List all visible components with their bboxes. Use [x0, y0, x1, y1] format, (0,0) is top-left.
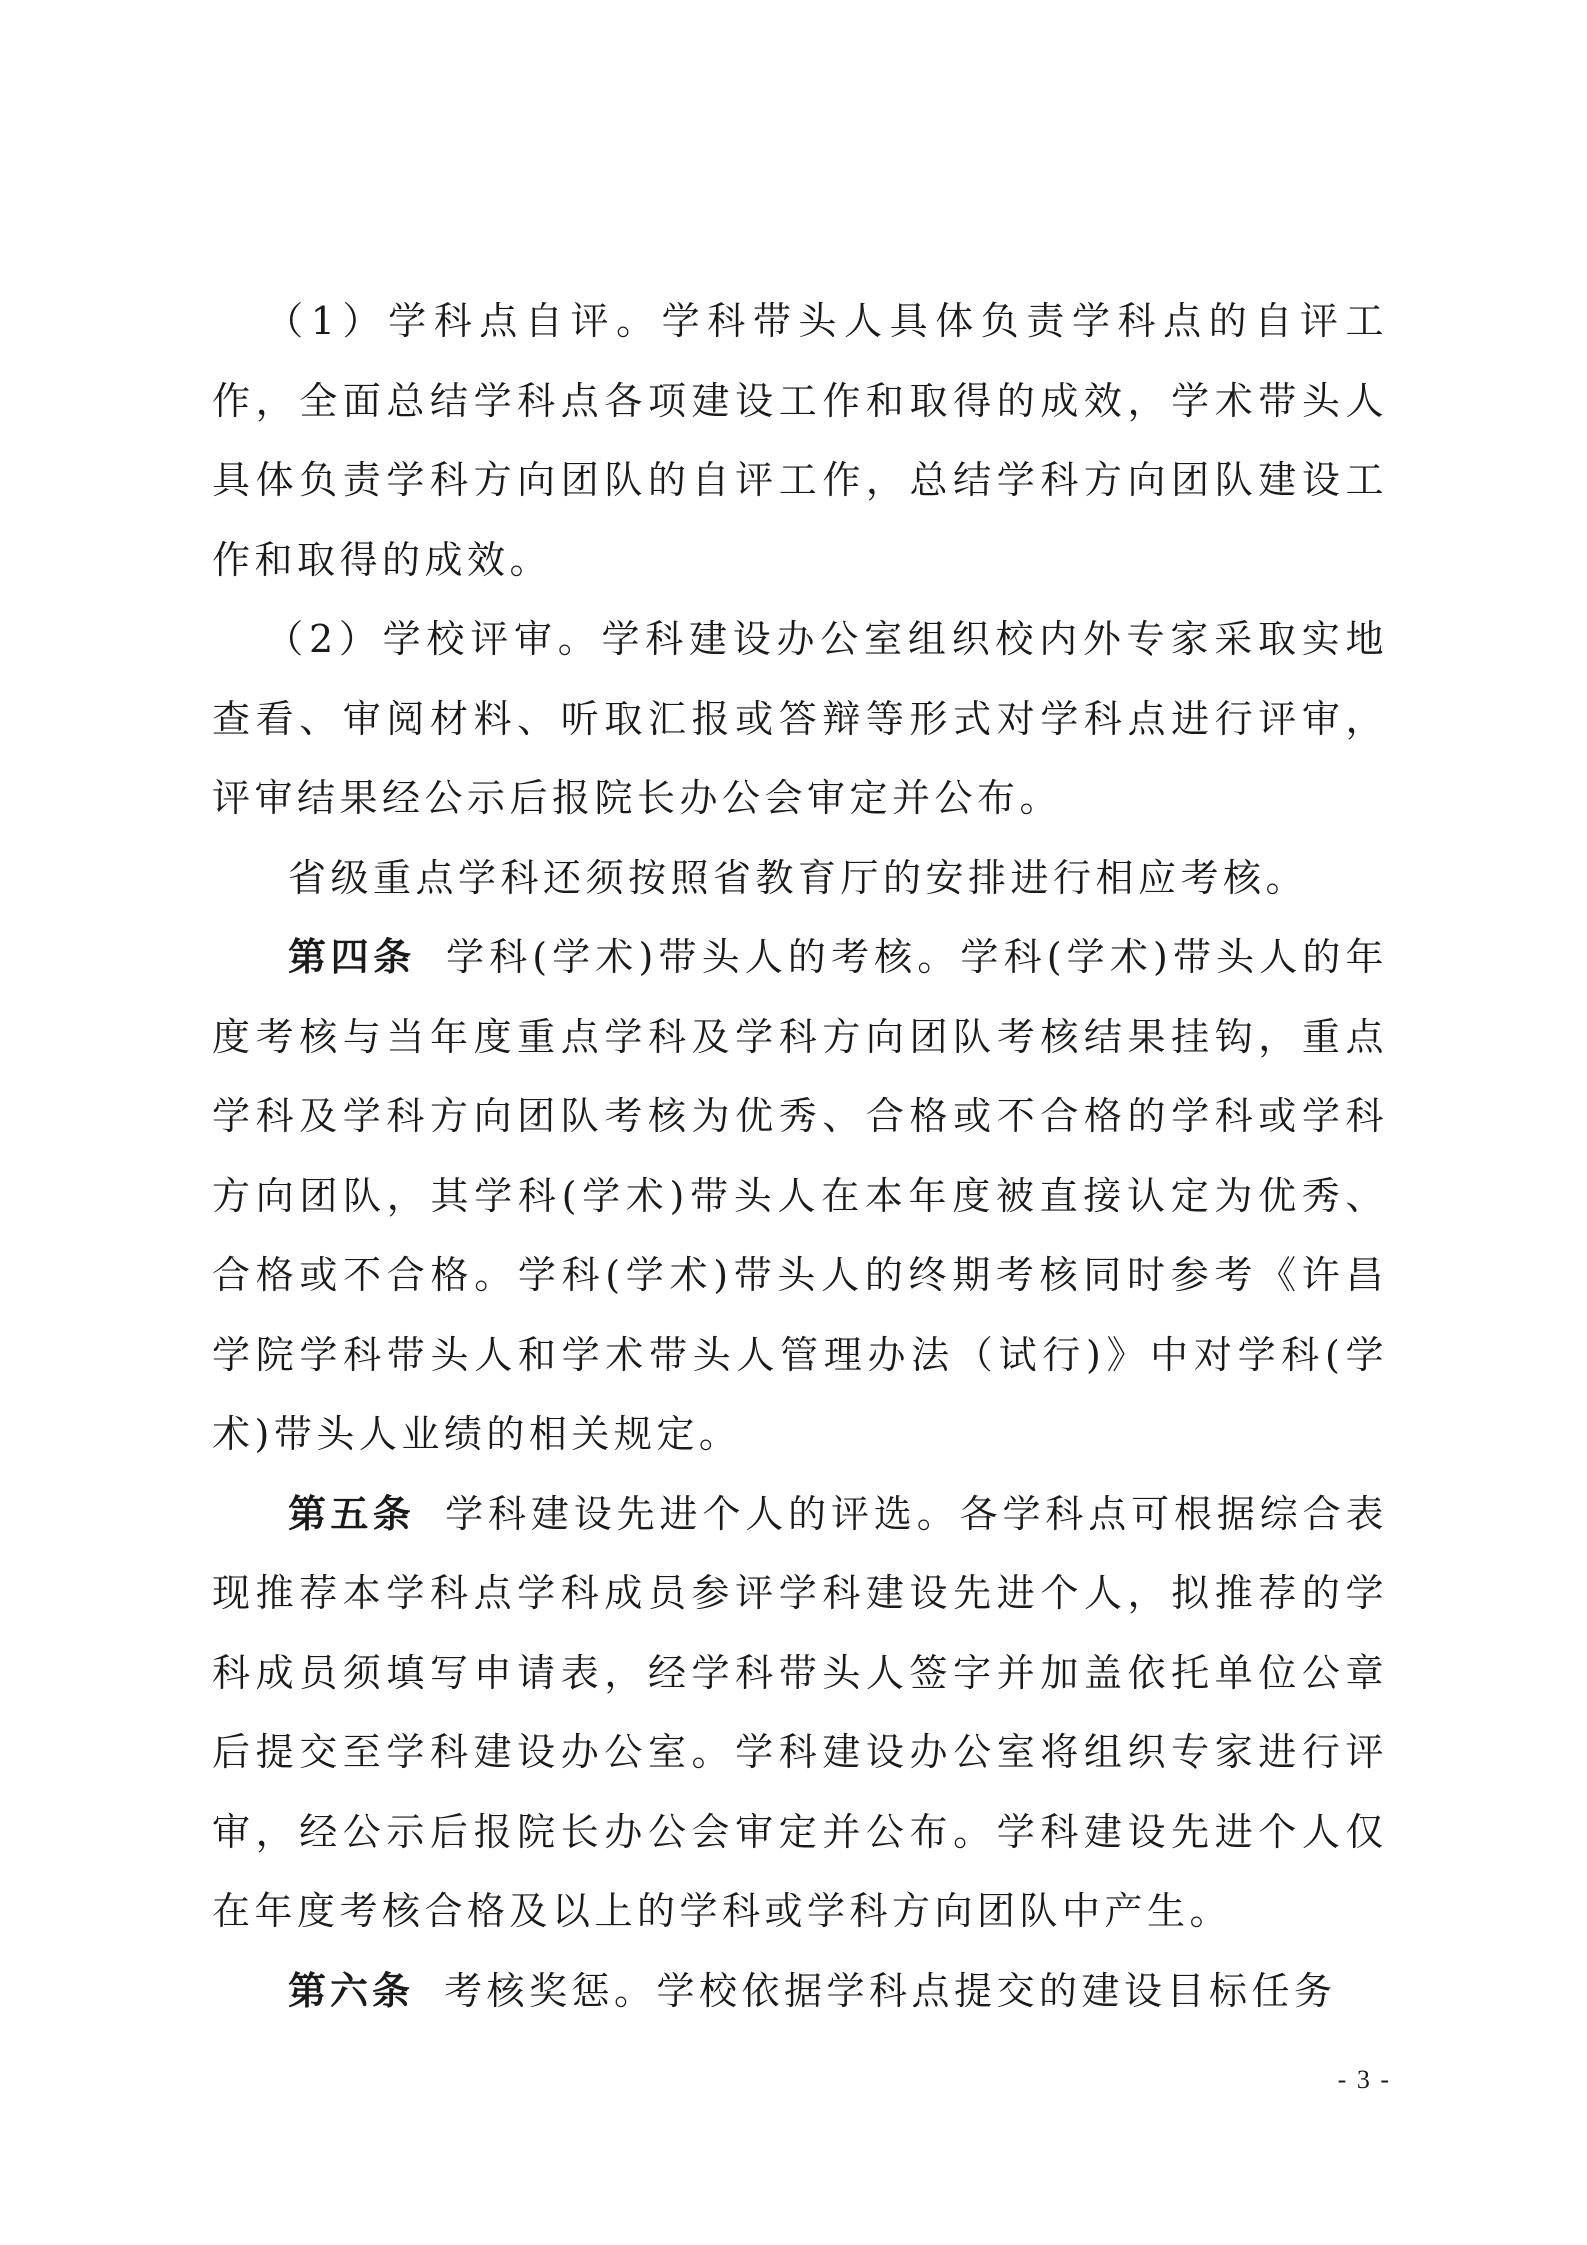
article-label: 第五条 — [288, 1491, 416, 1536]
paragraph-text: 省级重点学科还须按照省教育厅的安排进行相应考核。 — [288, 855, 1309, 900]
paragraph-school-review — [212, 600, 1388, 839]
paragraph-text: （1）学科点自评。学科带头人具体负责学科点的自评工作，全面总结学科点各项建设工作和取得的成效，学术带头人具体负责学科方向团队的自评工作，总结学科方向团队建设工作和取得的成效。 — [212, 299, 1388, 582]
article-label: 第六条 — [288, 1968, 415, 2013]
paragraph-self-evaluation — [212, 282, 1388, 600]
paragraph-text: 学科建设先进个人的评选。各学科点可根据综合表现推荐本学科点学科成员参评学科建设先进个人，拟推荐的学科成员须填写申请表，经学科带头人签字并加盖依托单位公章后提交至学科建设办公室。学科建设办公室将组织专家进行评审，经公示后报院长办公会审定并公布。学科建设先进个人仅在年度考核合格及以上的学科或学科方向团队中产生。 — [212, 1491, 1388, 1933]
article-6 — [212, 1952, 1388, 2032]
article-label: 第四条 — [288, 935, 416, 979]
paragraph-text: （2）学校评审。学科建设办公室组织校内外专家采取实地查看、审阅材料、听取汇报或答辩等形式对学科点进行评审，评审结果经公示后报院长办公会审定并公布。 — [212, 617, 1388, 820]
document-body — [212, 282, 1388, 2031]
article-4 — [212, 918, 1388, 1475]
page-number: - 3 - — [1337, 2065, 1391, 2094]
paragraph-text: 考核奖惩。学校依据学科点提交的建设目标任务 — [444, 1968, 1337, 2013]
paragraph-provincial-key-discipline — [212, 839, 1388, 919]
paragraph-text: 学科(学术)带头人的考核。学科(学术)带头人的年度考核与当年度重点学科及学科方向团队考核结果挂钩，重点学科及学科方向团队考核为优秀、合格或不合格的学科或学科方向团队，其学科(学术)带头人在本年度被直接认定为优秀、合格或不合格。学科(学术)带头人的终期考核同时参考《许昌学院学科带头人和学术带头人管理办法（试行)》中对学科(学术)带头人业绩的相关规定。 — [212, 935, 1388, 1456]
article-5 — [212, 1475, 1388, 1952]
